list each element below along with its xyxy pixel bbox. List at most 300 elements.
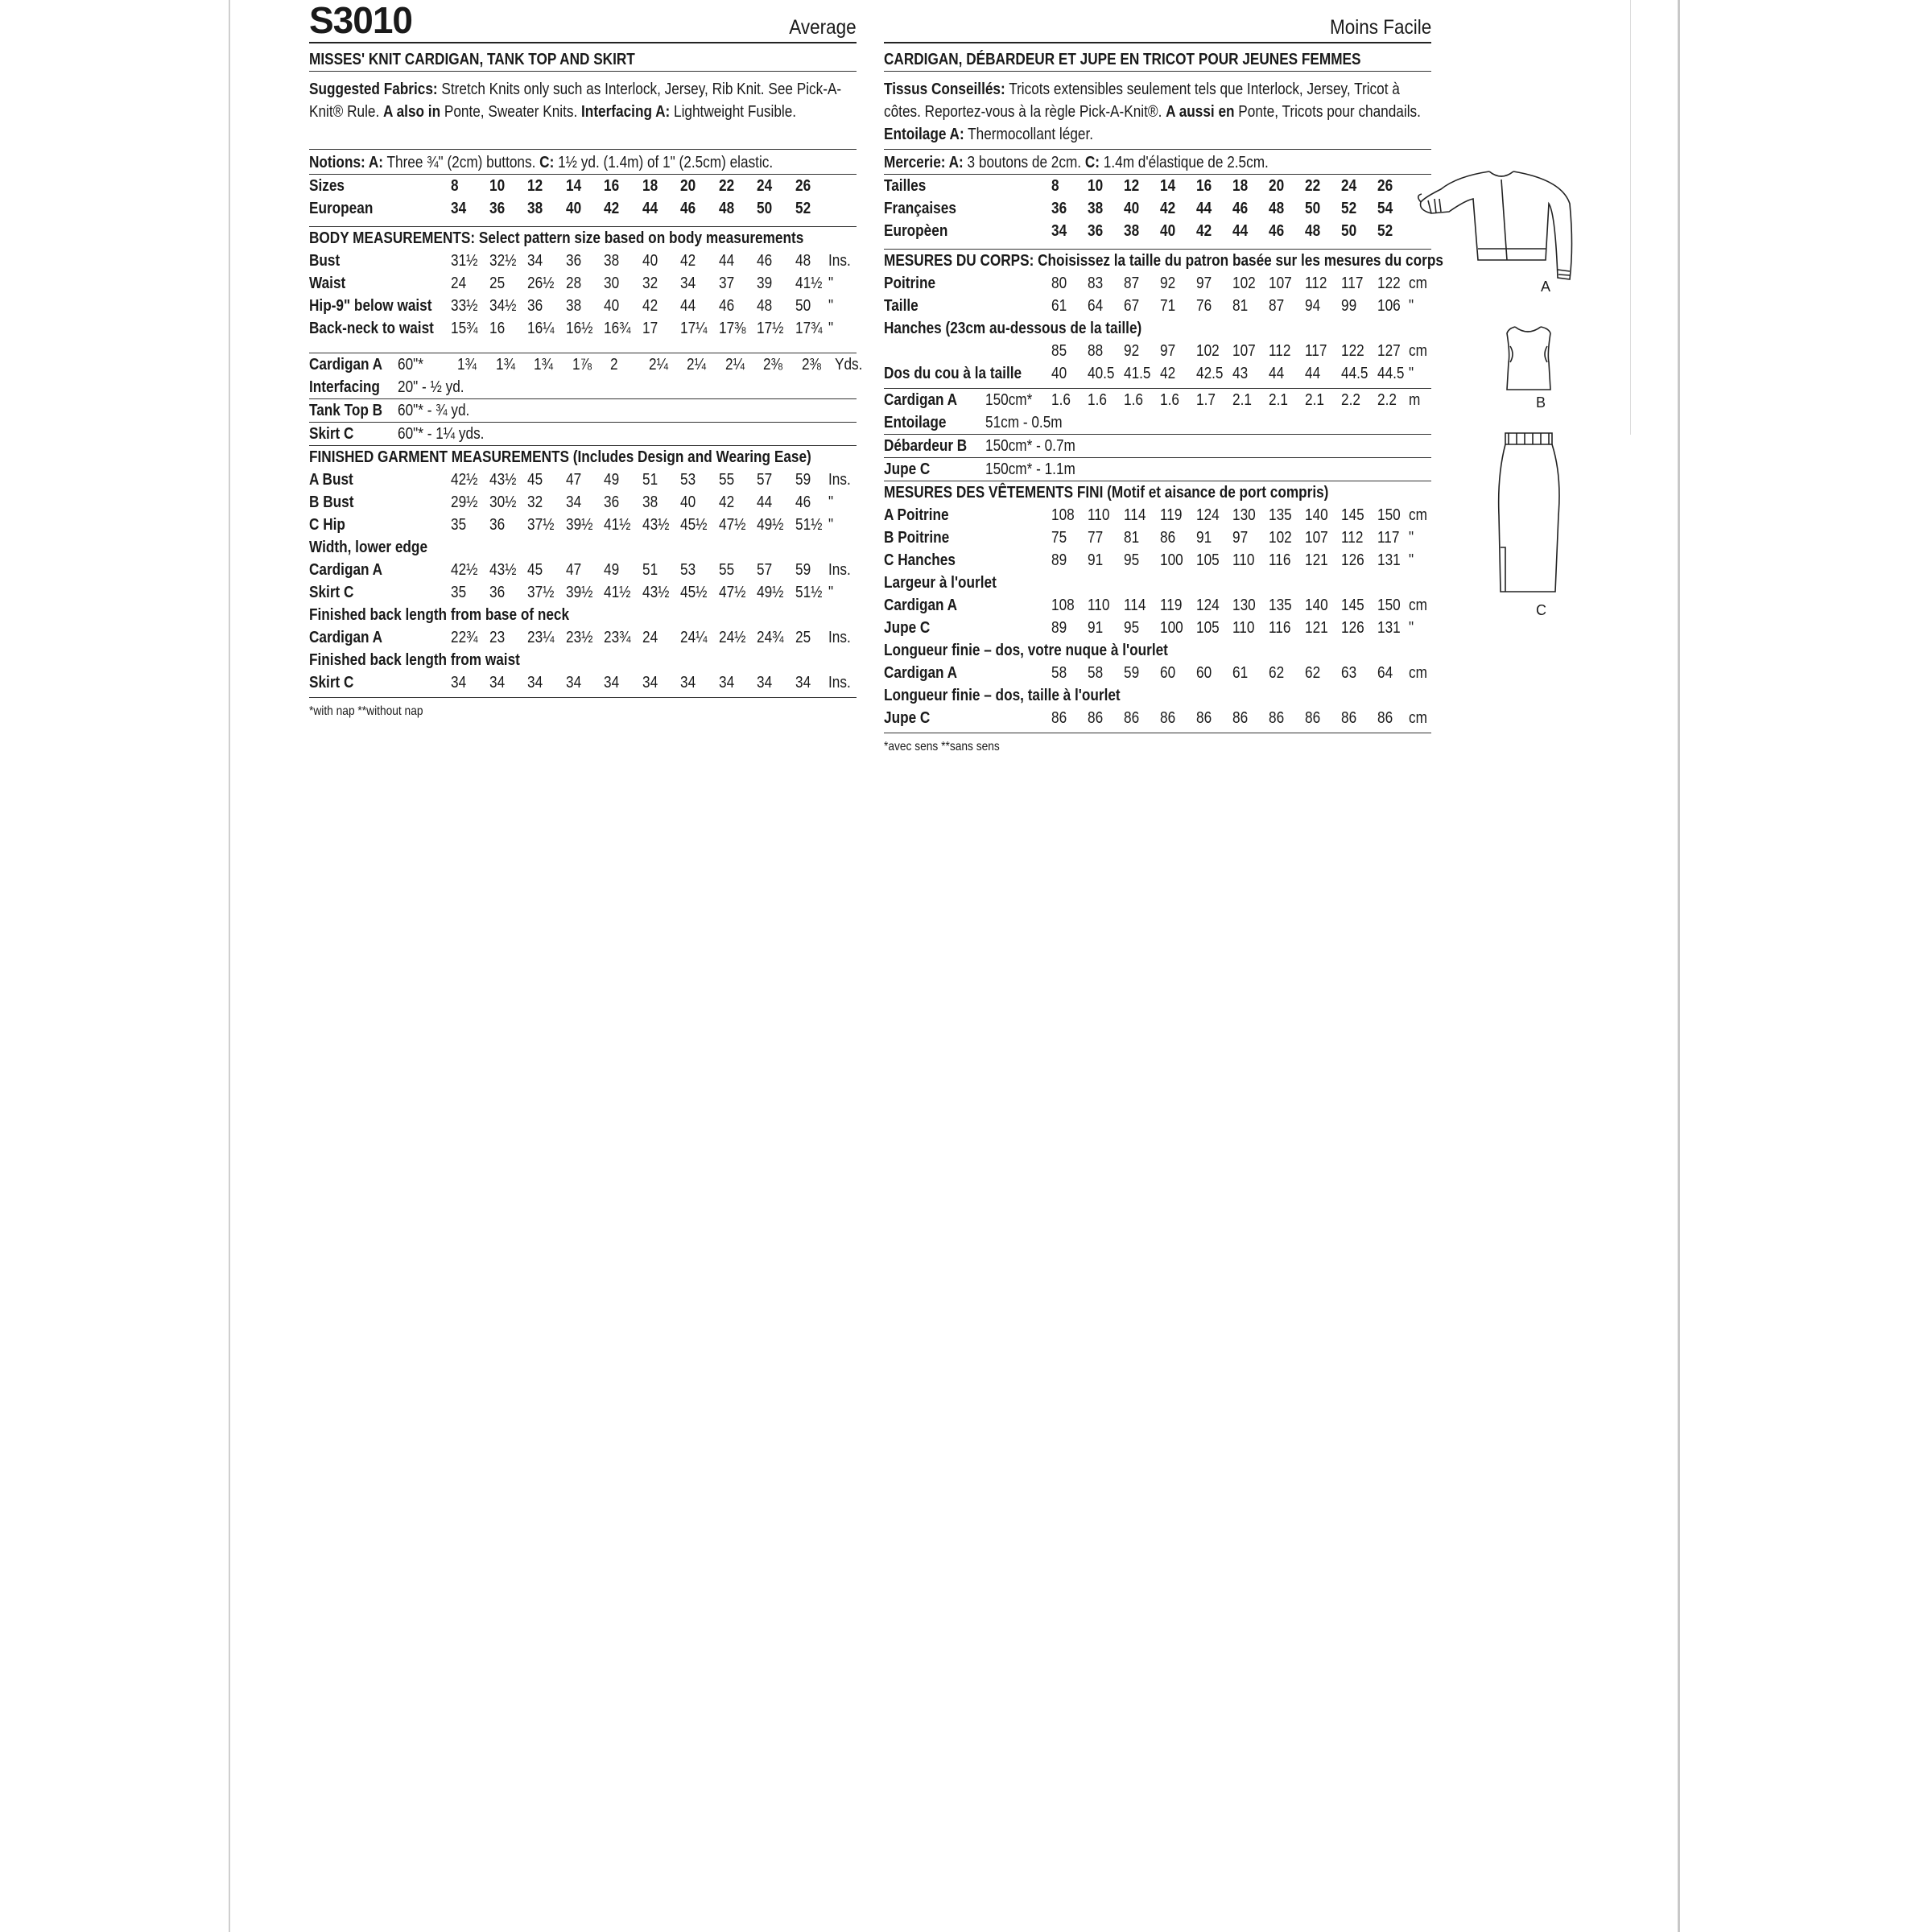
difficulty-level: Average bbox=[789, 16, 857, 39]
table-cell: 150 bbox=[1377, 506, 1401, 524]
table-cell: 55 bbox=[718, 471, 734, 489]
table-cell: 44 bbox=[1232, 222, 1249, 240]
table-cell: 44.5 bbox=[1341, 365, 1368, 382]
table-cell: 42 bbox=[1196, 222, 1212, 240]
table-cell: 97 bbox=[1160, 342, 1176, 360]
table-row bbox=[309, 604, 857, 626]
table-cell: 102 bbox=[1232, 275, 1256, 292]
table-cell: 14 bbox=[565, 177, 581, 195]
row-label: Waist bbox=[309, 275, 346, 292]
table-cell: 42½ bbox=[451, 471, 478, 489]
table-cell: 34 bbox=[489, 674, 505, 691]
unit: Ins. bbox=[828, 561, 851, 579]
table-cell: 88 bbox=[1088, 342, 1104, 360]
row-label: Largeur à l'ourlet bbox=[884, 574, 997, 592]
table-cell: 1¾ bbox=[534, 356, 553, 374]
row-label: Débardeur B bbox=[884, 437, 968, 455]
pattern-title-fr: CARDIGAN, DÉBARDEUR ET JUPE EN TRICOT POUR JEUNES FEMMES bbox=[884, 51, 1361, 68]
table-row bbox=[309, 295, 857, 317]
table-cell: 25 bbox=[489, 275, 505, 292]
row-label: Longueur finie – dos, votre nuque à l'ourlet bbox=[884, 642, 1168, 659]
table-row bbox=[309, 469, 857, 491]
table-cell: 36 bbox=[527, 297, 543, 315]
table-cell: 2⅜ bbox=[763, 356, 782, 374]
table-cell: 41½ bbox=[604, 584, 631, 601]
table-cell: 117 bbox=[1305, 342, 1327, 360]
row-label: Cardigan A bbox=[309, 629, 383, 646]
finished-measurements-heading-fr: MESURES DES VÊTEMENTS FINI (Motif et aisance de port compris) bbox=[884, 484, 1329, 502]
table-cell: 31½ bbox=[451, 252, 478, 270]
table-cell: 114 bbox=[1124, 506, 1146, 524]
row-label: Françaises bbox=[884, 200, 956, 217]
table-cell: 86 bbox=[1269, 709, 1285, 727]
table-cell: 37½ bbox=[527, 516, 555, 534]
table-cell: 34 bbox=[795, 674, 811, 691]
row-label: Finished back length from waist bbox=[309, 651, 520, 669]
table-cell: 34 bbox=[680, 275, 696, 292]
table-cell: 110 bbox=[1088, 597, 1110, 614]
row-label: Finished back length from base of neck bbox=[309, 606, 570, 624]
table-cell: 80 bbox=[1051, 275, 1067, 292]
table-cell: 105 bbox=[1196, 619, 1220, 637]
table-cell: 97 bbox=[1196, 275, 1212, 292]
table-cell: 16 bbox=[1196, 177, 1212, 195]
table-cell: 130 bbox=[1232, 506, 1256, 524]
notions: Notions: A: Three ¾" (2cm) buttons. C: 1½ yd. (1.4m) of 1" (2.5cm) elastic. bbox=[309, 154, 774, 171]
table-cell: 42 bbox=[718, 493, 734, 511]
tank-top-sketch bbox=[1497, 322, 1586, 394]
unit: Ins. bbox=[828, 629, 851, 646]
table-cell: 126 bbox=[1341, 619, 1364, 637]
table-cell: 36 bbox=[604, 493, 620, 511]
row-label: Sizes bbox=[309, 177, 345, 195]
table-cell: 112 bbox=[1305, 275, 1327, 292]
row-label: Skirt C bbox=[309, 674, 354, 691]
table-cell: 51½ bbox=[795, 516, 822, 534]
table-row bbox=[884, 197, 1431, 220]
unit: cm bbox=[1409, 275, 1427, 292]
table-cell: 81 bbox=[1232, 297, 1249, 315]
footnote-fr: *avec sens **sans sens bbox=[884, 740, 1000, 753]
table-row bbox=[884, 617, 1431, 639]
table-cell: 16¾ bbox=[604, 320, 631, 337]
row-label: Hanches (23cm au-dessous de la taille) bbox=[884, 320, 1142, 337]
unit: " bbox=[828, 320, 834, 337]
unit: Ins. bbox=[828, 471, 851, 489]
unit: cm bbox=[1409, 664, 1427, 682]
table-cell: 36 bbox=[1051, 200, 1067, 217]
table-cell: 130 bbox=[1232, 597, 1256, 614]
pattern-title: MISSES' KNIT CARDIGAN, TANK TOP AND SKIRT bbox=[309, 51, 635, 68]
table-cell: 38 bbox=[604, 252, 620, 270]
table-cell: 59 bbox=[795, 561, 811, 579]
table-cell: 39 bbox=[757, 275, 773, 292]
row-label: B Poitrine bbox=[884, 529, 950, 547]
table-cell: 48 bbox=[718, 200, 734, 217]
table-cell: 23¾ bbox=[604, 629, 631, 646]
table-cell: 18 bbox=[1232, 177, 1249, 195]
row-label: Hip-9" below waist bbox=[309, 297, 432, 315]
yardage-value: 60"* - ¾ yd. bbox=[398, 402, 470, 419]
table-cell: 55 bbox=[718, 561, 734, 579]
table-row bbox=[309, 376, 857, 398]
table-row bbox=[884, 295, 1431, 317]
table-cell: 8 bbox=[1051, 177, 1059, 195]
table-cell: 43 bbox=[1232, 365, 1249, 382]
table-cell: 86 bbox=[1051, 709, 1067, 727]
row-label: Taille bbox=[884, 297, 919, 315]
table-cell: 53 bbox=[680, 561, 696, 579]
table-cell: 47 bbox=[565, 561, 581, 579]
row-label: Skirt C bbox=[309, 584, 354, 601]
table-cell: 38 bbox=[565, 297, 581, 315]
yardage-value: 150cm* - 1.1m bbox=[985, 460, 1075, 478]
table-cell: 39½ bbox=[565, 584, 592, 601]
table-cell: 86 bbox=[1305, 709, 1321, 727]
table-cell: 18 bbox=[642, 177, 658, 195]
table-cell: 60 bbox=[1160, 664, 1176, 682]
table-cell: 45½ bbox=[680, 516, 708, 534]
table-cell: 42 bbox=[642, 297, 658, 315]
yardage-value: 60"* - 1¼ yds. bbox=[398, 425, 485, 443]
table-cell: 117 bbox=[1377, 529, 1400, 547]
table-row bbox=[884, 362, 1431, 385]
table-cell: 44 bbox=[642, 200, 658, 217]
table-cell: 59 bbox=[795, 471, 811, 489]
notions-fr: Mercerie: A: 3 boutons de 2cm. C: 1.4m d'élastique de 2.5cm. bbox=[884, 154, 1269, 171]
table-cell: 92 bbox=[1160, 275, 1176, 292]
table-cell: 62 bbox=[1269, 664, 1285, 682]
body-measurements-table bbox=[309, 250, 857, 340]
table-cell: 140 bbox=[1305, 506, 1328, 524]
table-cell: 46 bbox=[1232, 200, 1249, 217]
table-row bbox=[309, 317, 857, 340]
table-cell: 108 bbox=[1051, 597, 1075, 614]
table-cell: 34 bbox=[451, 674, 467, 691]
table-cell: 16 bbox=[489, 320, 505, 337]
table-cell: 44 bbox=[1305, 365, 1321, 382]
table-cell: 99 bbox=[1341, 297, 1357, 315]
table-cell: 36 bbox=[1088, 222, 1104, 240]
fabric-width: 60"* bbox=[398, 356, 423, 374]
table-cell: 44 bbox=[718, 252, 734, 270]
table-cell: 39½ bbox=[565, 516, 592, 534]
row-label: Cardigan A bbox=[884, 664, 958, 682]
table-cell: 50 bbox=[1341, 222, 1357, 240]
table-cell: 38 bbox=[642, 493, 658, 511]
table-cell: 150 bbox=[1377, 597, 1401, 614]
table-row bbox=[309, 536, 857, 559]
unit: cm bbox=[1409, 506, 1427, 524]
table-row bbox=[884, 411, 1431, 434]
table-cell: 92 bbox=[1124, 342, 1140, 360]
table-cell: 52 bbox=[1341, 200, 1357, 217]
table-cell: 26 bbox=[795, 177, 811, 195]
table-cell: 45 bbox=[527, 561, 543, 579]
table-cell: 34 bbox=[565, 674, 581, 691]
table-cell: 41.5 bbox=[1124, 365, 1151, 382]
table-cell: 23¼ bbox=[527, 629, 555, 646]
table-cell: 41½ bbox=[795, 275, 822, 292]
table-cell: 47½ bbox=[718, 584, 745, 601]
table-cell: 51½ bbox=[795, 584, 822, 601]
table-row bbox=[309, 626, 857, 649]
table-cell: 2⅜ bbox=[801, 356, 821, 374]
row-label: Jupe C bbox=[884, 619, 931, 637]
table-cell: 34½ bbox=[489, 297, 516, 315]
finished-measurements-table-fr bbox=[884, 504, 1431, 729]
table-cell: 23½ bbox=[565, 629, 592, 646]
unit: " bbox=[828, 275, 834, 292]
table-cell: 24½ bbox=[718, 629, 745, 646]
view-b-label: B bbox=[1536, 394, 1546, 411]
table-cell: 37 bbox=[718, 275, 734, 292]
row-label: Cardigan A bbox=[884, 597, 958, 614]
table-row bbox=[309, 671, 857, 694]
table-cell: 23 bbox=[489, 629, 505, 646]
table-cell: 95 bbox=[1124, 551, 1140, 569]
table-cell: 51 bbox=[642, 471, 658, 489]
table-cell: 26½ bbox=[527, 275, 555, 292]
table-cell: 107 bbox=[1305, 529, 1328, 547]
table-cell: 100 bbox=[1160, 619, 1183, 637]
table-cell: 34 bbox=[565, 493, 581, 511]
table-cell: 24¾ bbox=[757, 629, 784, 646]
table-cell: 36 bbox=[565, 252, 581, 270]
table-cell: 91 bbox=[1088, 551, 1104, 569]
table-row bbox=[884, 175, 1431, 197]
difficulty-level-fr: Moins Facile bbox=[1329, 16, 1431, 39]
table-cell: 40 bbox=[680, 493, 696, 511]
table-cell: 34 bbox=[604, 674, 620, 691]
unit: cm bbox=[1409, 597, 1427, 614]
table-cell: 32½ bbox=[489, 252, 516, 270]
row-label: B Bust bbox=[309, 493, 354, 511]
table-cell: 1.6 bbox=[1124, 391, 1143, 409]
unit: Ins. bbox=[828, 252, 851, 270]
table-cell: 12 bbox=[1124, 177, 1140, 195]
table-cell: 43½ bbox=[489, 561, 516, 579]
table-cell: 62 bbox=[1305, 664, 1321, 682]
table-cell: 1¾ bbox=[457, 356, 477, 374]
table-cell: 35 bbox=[451, 516, 467, 534]
table-cell: 22¾ bbox=[451, 629, 478, 646]
table-cell: 40 bbox=[642, 252, 658, 270]
table-cell: 22 bbox=[718, 177, 734, 195]
table-row bbox=[884, 458, 1431, 481]
table-cell: 116 bbox=[1269, 551, 1291, 569]
table-cell: 28 bbox=[565, 275, 581, 292]
unit: Ins. bbox=[828, 674, 851, 691]
row-label: Interfacing bbox=[309, 378, 380, 396]
table-row bbox=[884, 340, 1431, 362]
table-cell: 2.2 bbox=[1377, 391, 1397, 409]
table-cell: 77 bbox=[1088, 529, 1104, 547]
table-row bbox=[884, 707, 1431, 729]
french-header bbox=[884, 0, 1431, 43]
table-cell: 32 bbox=[527, 493, 543, 511]
table-cell: 2.1 bbox=[1232, 391, 1252, 409]
row-label: A Poitrine bbox=[884, 506, 949, 524]
table-cell: 49½ bbox=[757, 584, 784, 601]
table-cell: 1.6 bbox=[1088, 391, 1107, 409]
row-label: A Bust bbox=[309, 471, 353, 489]
table-row bbox=[884, 594, 1431, 617]
table-row bbox=[884, 220, 1431, 242]
row-label: Skirt C bbox=[309, 425, 354, 443]
table-cell: 10 bbox=[489, 177, 505, 195]
table-cell: 24 bbox=[451, 275, 467, 292]
row-label: Longueur finie – dos, taille à l'ourlet bbox=[884, 687, 1121, 704]
table-cell: 91 bbox=[1196, 529, 1212, 547]
table-cell: 86 bbox=[1088, 709, 1104, 727]
table-cell: 89 bbox=[1051, 619, 1067, 637]
view-a-label: A bbox=[1541, 279, 1551, 295]
french-column bbox=[884, 0, 1443, 756]
table-cell: 63 bbox=[1341, 664, 1357, 682]
skirt-sketch bbox=[1489, 427, 1586, 600]
view-c-label: C bbox=[1536, 602, 1546, 618]
row-label: European bbox=[309, 200, 374, 217]
table-cell: 75 bbox=[1051, 529, 1067, 547]
table-cell: 15¾ bbox=[451, 320, 478, 337]
table-cell: 51 bbox=[642, 561, 658, 579]
table-cell: 67 bbox=[1124, 297, 1140, 315]
unit: " bbox=[828, 584, 834, 601]
table-row bbox=[309, 353, 863, 376]
table-row bbox=[884, 662, 1431, 684]
table-cell: 52 bbox=[1377, 222, 1393, 240]
table-cell: 44 bbox=[1269, 365, 1285, 382]
unit: m bbox=[1409, 391, 1421, 409]
table-cell: 37½ bbox=[527, 584, 555, 601]
table-cell: 2.1 bbox=[1305, 391, 1324, 409]
table-cell: 16¼ bbox=[527, 320, 555, 337]
table-cell: 10 bbox=[1088, 177, 1104, 195]
table-cell: 38 bbox=[527, 200, 543, 217]
unit: " bbox=[1409, 551, 1414, 569]
yardage-table bbox=[309, 353, 863, 446]
table-cell: 117 bbox=[1341, 275, 1364, 292]
table-row bbox=[309, 649, 857, 671]
table-cell: 38 bbox=[1088, 200, 1104, 217]
table-cell: 131 bbox=[1377, 551, 1401, 569]
table-cell: 45 bbox=[527, 471, 543, 489]
yardage-value: 20" - ½ yd. bbox=[398, 378, 464, 396]
page-fold-line bbox=[1630, 0, 1631, 435]
table-row bbox=[309, 250, 857, 272]
table-cell: 49 bbox=[604, 471, 620, 489]
unit: " bbox=[1409, 619, 1414, 637]
table-cell: 49 bbox=[604, 561, 620, 579]
table-cell: 86 bbox=[1377, 709, 1393, 727]
table-cell: 24 bbox=[1341, 177, 1357, 195]
table-row bbox=[884, 317, 1431, 340]
table-cell: 17¼ bbox=[680, 320, 708, 337]
table-cell: 58 bbox=[1088, 664, 1104, 682]
row-label: Bust bbox=[309, 252, 341, 270]
row-label: C Hanches bbox=[884, 551, 956, 569]
table-cell: 1.6 bbox=[1051, 391, 1071, 409]
table-cell: 114 bbox=[1124, 597, 1146, 614]
table-cell: 97 bbox=[1232, 529, 1249, 547]
table-cell: 24 bbox=[757, 177, 773, 195]
table-cell: 24¼ bbox=[680, 629, 708, 646]
table-cell: 107 bbox=[1269, 275, 1292, 292]
table-cell: 44.5 bbox=[1377, 365, 1405, 382]
table-cell: 95 bbox=[1124, 619, 1140, 637]
table-row bbox=[309, 491, 857, 514]
table-cell: 58 bbox=[1051, 664, 1067, 682]
table-cell: 86 bbox=[1196, 709, 1212, 727]
table-cell: 48 bbox=[757, 297, 773, 315]
unit: cm bbox=[1409, 342, 1427, 360]
table-cell: 53 bbox=[680, 471, 696, 489]
table-cell: 112 bbox=[1269, 342, 1291, 360]
page-edge-right bbox=[1678, 0, 1680, 1932]
table-cell: 22 bbox=[1305, 177, 1321, 195]
table-cell: 48 bbox=[1305, 222, 1321, 240]
table-cell: 1.7 bbox=[1196, 391, 1216, 409]
table-cell: 2.1 bbox=[1269, 391, 1288, 409]
table-cell: 86 bbox=[1160, 529, 1176, 547]
table-cell: 42 bbox=[1160, 365, 1176, 382]
table-cell: 2 bbox=[610, 356, 618, 374]
yardage-table-fr bbox=[884, 389, 1431, 481]
table-cell: 110 bbox=[1088, 506, 1110, 524]
table-cell: 61 bbox=[1051, 297, 1067, 315]
unit: " bbox=[1409, 529, 1414, 547]
table-cell: 45½ bbox=[680, 584, 708, 601]
row-label: Europèen bbox=[884, 222, 948, 240]
table-cell: 42 bbox=[1160, 200, 1176, 217]
table-cell: 89 bbox=[1051, 551, 1067, 569]
table-cell: 16 bbox=[604, 177, 620, 195]
table-cell: 16½ bbox=[565, 320, 592, 337]
table-cell: 50 bbox=[1305, 200, 1321, 217]
table-cell: 116 bbox=[1269, 619, 1291, 637]
table-row bbox=[884, 549, 1431, 572]
table-row bbox=[884, 435, 1431, 457]
table-row bbox=[309, 423, 857, 445]
table-cell: 34 bbox=[527, 252, 543, 270]
row-label: Cardigan A bbox=[884, 391, 958, 409]
table-cell: 110 bbox=[1232, 551, 1255, 569]
table-cell: 87 bbox=[1269, 297, 1285, 315]
table-cell: 1⅞ bbox=[572, 356, 592, 374]
table-cell: 140 bbox=[1305, 597, 1328, 614]
row-label: Jupe C bbox=[884, 709, 931, 727]
table-cell: 52 bbox=[795, 200, 811, 217]
table-cell: 105 bbox=[1196, 551, 1220, 569]
table-cell: 86 bbox=[1124, 709, 1140, 727]
table-cell: 17 bbox=[642, 320, 658, 337]
table-cell: 36 bbox=[489, 200, 505, 217]
table-cell: 42½ bbox=[451, 561, 478, 579]
table-cell: 126 bbox=[1341, 551, 1364, 569]
table-cell: 44 bbox=[1196, 200, 1212, 217]
table-cell: 64 bbox=[1377, 664, 1393, 682]
table-cell: 87 bbox=[1124, 275, 1140, 292]
table-cell: 127 bbox=[1377, 342, 1401, 360]
table-cell: 119 bbox=[1160, 506, 1183, 524]
table-cell: 12 bbox=[527, 177, 543, 195]
table-cell: 49½ bbox=[757, 516, 784, 534]
table-cell: 64 bbox=[1088, 297, 1104, 315]
row-label: C Hip bbox=[309, 516, 345, 534]
table-row bbox=[884, 526, 1431, 549]
row-label: Tank Top B bbox=[309, 402, 383, 419]
